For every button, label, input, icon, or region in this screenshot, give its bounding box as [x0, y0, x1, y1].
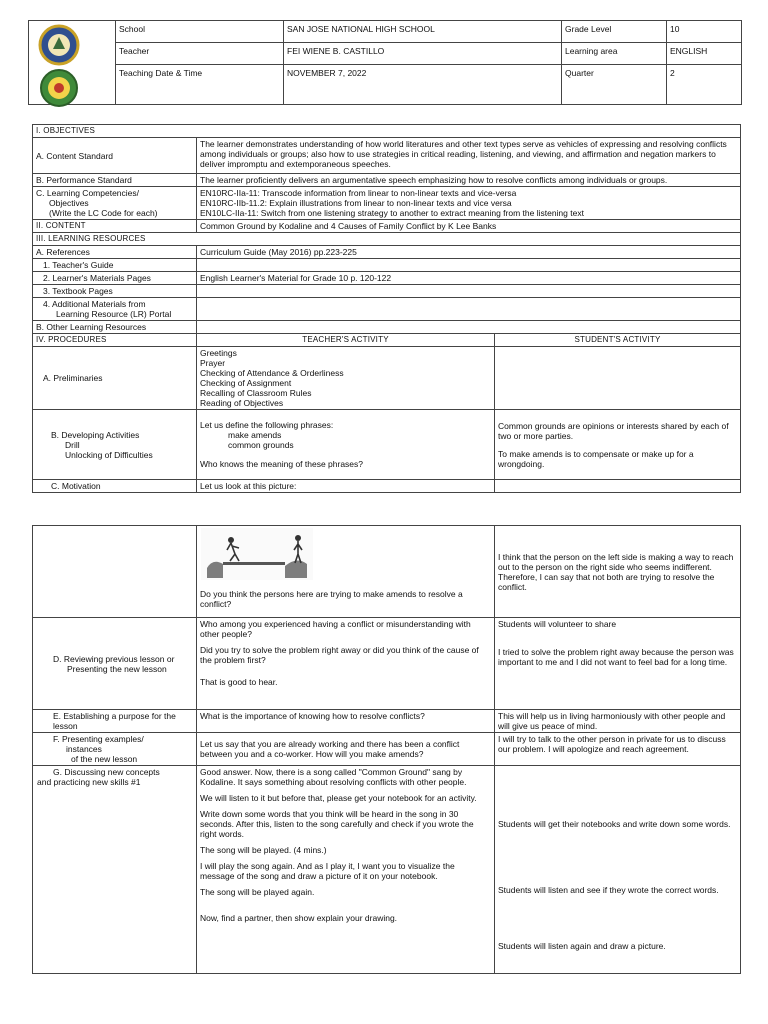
page2-table [32, 525, 741, 974]
prelim-item: Prayer [200, 358, 226, 368]
reviewing-teacher-line: Did you try to solve the problem right away or did you think of the cause of the problem first? [200, 645, 479, 665]
developing-student [495, 410, 741, 480]
competencies-list [197, 187, 741, 220]
competency-item: EN10RC-IIa-11: Transcode information from linear to non-linear texts and vice-versa [200, 188, 517, 198]
discussing-teacher-line: I will play the song again. And as I play it, I want you to visualize the message of the song and draw a picture of it on your notebook. [200, 861, 455, 881]
resources-heading: III. LEARNING RESOURCES [33, 233, 741, 246]
reviewing-label [33, 618, 197, 710]
developing-teacher-line: make amends [228, 430, 282, 440]
area-value: ENGLISH [667, 43, 742, 65]
developing-student-line: To make amends is to compensate or make up for a wrongdoing. [498, 448, 694, 469]
performance-label: B. Performance Standard [33, 174, 197, 187]
quarter-label: Quarter [562, 65, 667, 105]
purpose-label: E. Establishing a purpose for the lesson [33, 710, 197, 733]
objectives-heading: I. OBJECTIVES [33, 125, 741, 138]
motivation-label: C. Motivation [33, 480, 197, 493]
prelim-item: Checking of Attendance & Orderliness [200, 368, 344, 378]
procedures-heading: IV. PROCEDURES [33, 334, 197, 347]
learners-materials-value: English Learner's Material for Grade 10 p. 120-122 [197, 272, 741, 285]
developing-teacher-line: Let us define the following phrases: [200, 420, 334, 430]
school-value: SAN JOSE NATIONAL HIGH SCHOOL [284, 21, 562, 43]
textbook-value [197, 285, 741, 298]
reviewing-student [495, 618, 741, 710]
bridge-illustration [201, 528, 313, 580]
competencies-label-line: Objectives [49, 198, 89, 208]
discussing-teacher-line: Good answer. Now, there is a song called "Common Ground" sang by Kodaline. It says something about resolving conflicts with other people. [200, 767, 467, 787]
header-block [28, 20, 742, 105]
picture-question: Do you think the persons here are trying to make amends to resolve a conflict? [200, 589, 463, 609]
discussing-teacher-line: We will listen to it but before that, please get your notebook for an activity. [200, 793, 477, 803]
developing-teacher [197, 410, 495, 480]
discussing-teacher-line: The song will be played again. [200, 887, 315, 897]
prelim-item: Reading of Objectives [200, 398, 284, 408]
teachers-guide-label: 1. Teacher's Guide [33, 259, 197, 272]
picture-cell [197, 526, 495, 618]
additional-line: Learning Resource (LR) Portal [56, 309, 172, 319]
developing-student-line: Common grounds are opinions or interests shared by each of two or more parties. [498, 420, 729, 441]
discussing-label [33, 766, 197, 974]
discussing-student-line: Students will listen and see if they wrote the correct words. [498, 885, 719, 895]
school-seal-logo [36, 24, 82, 66]
deped-seal-logo [36, 68, 82, 108]
content-standard-label: A. Content Standard [33, 138, 197, 174]
competencies-label-line: C. Learning Competencies/ [36, 188, 140, 198]
presenting-student: I will try to talk to the other person in private for us to discuss our problem. I will apologize and reach agreement. [495, 733, 741, 766]
competencies-label-line: (Write the LC Code for each) [49, 208, 158, 218]
content-standard-text: The learner demonstrates understanding of how world literatures and other text types serve as vehicles of expressing and resolving conflicts among individuals or groups; also how to use strategies in critical reading, listening, and viewing, and affirmation and negation markers to deliver impromptu and extemporaneous speeches. [197, 138, 741, 174]
reviewing-line: Presenting the new lesson [67, 663, 167, 674]
additional-materials-label [33, 298, 197, 321]
prelim-item: Checking of Assignment [200, 378, 292, 388]
additional-line: 4. Additional Materials from [43, 299, 146, 309]
preliminaries-label: A. Preliminaries [33, 347, 197, 410]
discussing-teacher-line: The song will be played. (4 mins.) [200, 845, 327, 855]
preliminaries-list [197, 347, 495, 410]
date-label: Teaching Date & Time [116, 65, 284, 105]
teacher-label: Teacher [116, 43, 284, 65]
purpose-student: This will help us in living harmoniously with other people and will give us peace of mind. [495, 710, 741, 733]
reviewing-teacher-line: Who among you experienced having a conflict or misunderstanding with other people? [200, 619, 471, 639]
discussing-teacher [197, 766, 495, 974]
other-resources-value [197, 321, 741, 334]
competency-item: EN10LC-IIa-11: Switch from one listening strategy to another to extract meaning from the listening text [200, 208, 584, 218]
developing-line: Drill [65, 439, 80, 450]
other-resources-label: B. Other Learning Resources [33, 321, 197, 334]
discussing-line: and practicing new skills #1 [37, 777, 141, 787]
grade-label: Grade Level [562, 21, 667, 43]
picture-row-label [33, 526, 197, 618]
discussing-line: G. Discussing new concepts [53, 767, 160, 777]
reviewing-teacher-line: That is good to hear. [200, 677, 278, 687]
school-label: School [116, 21, 284, 43]
references-value: Curriculum Guide (May 2016) pp.223-225 [197, 246, 741, 259]
presenting-line: instances [66, 744, 102, 754]
reviewing-line: D. Reviewing previous lesson or [53, 653, 175, 664]
presenting-line: of the new lesson [71, 754, 138, 764]
plan-table-wrapper [32, 124, 741, 493]
preliminaries-student [495, 347, 741, 410]
developing-label [33, 410, 197, 480]
developing-teacher-line: Who knows the meaning of these phrases? [200, 459, 364, 469]
teachers-guide-value [197, 259, 741, 272]
prelim-item: Recalling of Classroom Rules [200, 388, 312, 398]
reviewing-student-line: Students will volunteer to share [498, 619, 617, 629]
prelim-item: Greetings [200, 348, 237, 358]
discussing-teacher-line: Write down some words that you think will be heard in the song in 30 seconds. After this, listen to the song carefully and check if you wrote the right words. [200, 809, 474, 839]
developing-line: B. Developing Activities [51, 429, 140, 440]
grade-value: 10 [667, 21, 742, 43]
developing-line: Unlocking of Difficulties [65, 449, 153, 460]
reviewing-teacher [197, 618, 495, 710]
purpose-teacher: What is the importance of knowing how to resolve conflicts? [197, 710, 495, 733]
textbook-label: 3. Textbook Pages [33, 285, 197, 298]
reviewing-student-line: I tried to solve the problem right away because the person was important to me and I did not want to feel bad for a long time. [498, 647, 734, 667]
discussing-teacher-line: Now, find a partner, then show explain your drawing. [200, 913, 398, 923]
presenting-teacher: Let us say that you are already working and there has been a conflict between you and a co-worker. How will you make amends? [197, 733, 495, 766]
references-label: A. References [33, 246, 197, 259]
student-activity-heading: STUDENT'S ACTIVITY [495, 334, 741, 347]
content-value: Common Ground by Kodaline and 4 Causes of Family Conflict by K Lee Banks [197, 220, 741, 233]
motivation-text: Let us look at this picture: [197, 480, 495, 493]
competencies-label [33, 187, 197, 220]
learners-materials-label: 2. Learner's Materials Pages [33, 272, 197, 285]
developing-teacher-line: common grounds [228, 440, 294, 450]
performance-text: The learner proficiently delivers an argumentative speech emphasizing how to resolve conflicts among individuals or groups. [197, 174, 741, 187]
content-heading: II. CONTENT [33, 220, 197, 233]
page2-table-wrapper [32, 525, 741, 974]
picture-answer: I think that the person on the left side is making a way to reach out to the person on the right side who seems indifferent. Therefore, I can say that not both are trying to resolve the conflict. [495, 526, 741, 618]
area-label: Learning area [562, 43, 667, 65]
date-value: NOVEMBER 7, 2022 [284, 65, 562, 105]
header-table [28, 20, 742, 105]
competency-item: EN10RC-IIb-11.2: Explain illustrations from linear to non-linear texts and vice versa [200, 198, 512, 208]
discussing-student [495, 766, 741, 974]
discussing-student-line: Students will get their notebooks and write down some words. [498, 819, 731, 829]
discussing-student-line: Students will listen again and draw a picture. [498, 941, 666, 951]
quarter-value: 2 [667, 65, 742, 105]
teacher-value: FEI WIENE B. CASTILLO [284, 43, 562, 65]
presenting-label [33, 733, 197, 766]
presenting-line: F. Presenting examples/ [53, 734, 144, 744]
additional-materials-value [197, 298, 741, 321]
teacher-activity-heading: TEACHER'S ACTIVITY [197, 334, 495, 347]
motivation-student [495, 480, 741, 493]
plan-table [32, 124, 741, 493]
